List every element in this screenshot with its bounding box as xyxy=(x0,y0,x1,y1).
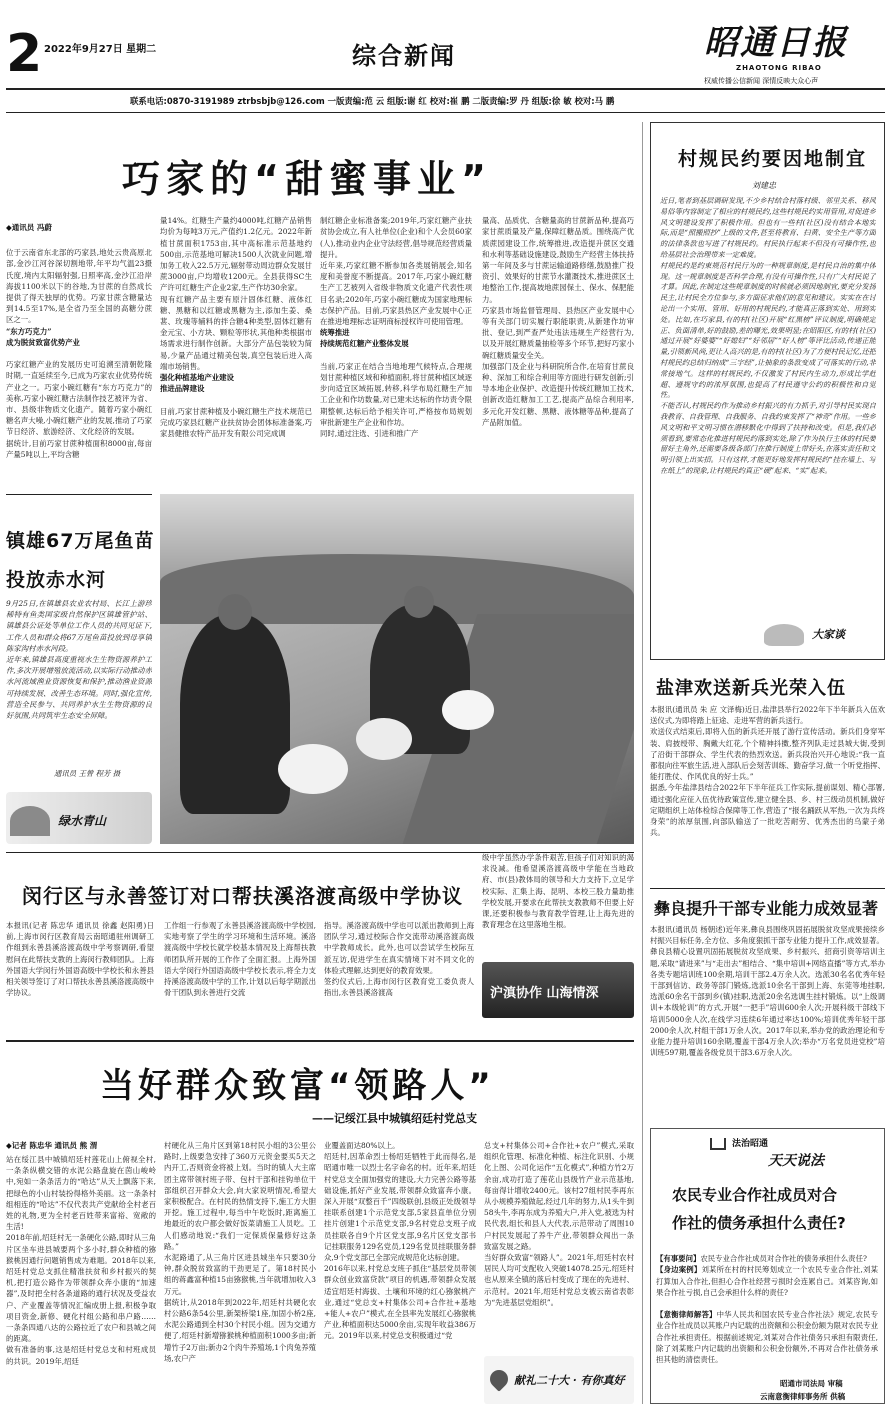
legal-credit-1: 昭通市司法局 审稿 xyxy=(780,1379,843,1388)
scales-icon xyxy=(710,1138,726,1150)
person-right-head-icon xyxy=(404,586,434,618)
sidebar-stamp-text: 绿水青山 xyxy=(58,814,107,828)
legal-answer: 中华人民共和国农民专业合作社法》规定,农民专业合作社成员以其账户内记载的出资额和公积金份额为限对农民专业合作社承担责任。根据前述规定,刘某对合作社债务只承担有限责任,除了刘某账户内记载的出资额和公积金份额外,不再对合作社债务承担其他的清偿责任。 xyxy=(656,1310,878,1365)
column-divider xyxy=(642,122,643,1404)
legal-question: 农民专业合作社成员对合作社的债务承担什么责任? xyxy=(700,1254,867,1264)
main-col2-text: 量14%。红糖生产量约4000吨,红糖产品销售均价为每吨3万元,产值约1.2亿元。2022年新植甘蔗面积1753亩,其中高标准示范基地约500亩,示范基地可解决1500人次就业问题,增加务工收入22.5万元,辐射带动周边群众发展甘蔗3000亩,户均增收1200元。全县获得SC生产许可红糖生产企业2家,生产作坊30余家。 现有红糖产品主要有原汁固体红糖、液体红糖、黑糖和以红糖或黑糖为主,添加生姜、桑葚、玫瑰等辅料的拌合糖4种类型,固体红糖有金元宝、小方块、颗粒等形状,其他种类根据市场需求进行制作创新。大部分产品包装较为简易,少量产品通过精美包装,真空包装后进入高端市场销售。 xyxy=(160,216,312,371)
legal-answer-block xyxy=(656,1309,878,1365)
opinion-body: 近日,笔者到基层调研发现,不少乡村结合村落村级、邻里关系、移风易俗等内容制定了相应的村规民约,这些村规民约实用管用,对促进乡风文明建设发挥了积极作用。但也有一些村(社区)没有结合本地实际,而是“照搬照抄”上级的文件,甚至将教育、扫黄、安全生产等方面的法律条款也写进了村规民约。村民执行起来不但没有可操作性,也给基层社会治理带来一定难度。 村规民约是约束规范村民行为的一种规章制度,是村民自治的集中体现。这一规章制度是否科学合理,有没有可操作性,只有广大村民说了才算。因此,在制定这些规章制度的时候就必须因地制宜,要充分发扬民主,让村民全方位参与,多方面征求他们的意见和建议。实实在在讨论出一个实用、管用、好用的村规民约,才能真正落到实处、用到实处。比如,在巧家县,有的村(社区)开展“红黑榜”评议制度,明确规定正、负面清单,好的鼓励,差的曝光,效果明显;在昭阳区,有的村(社区)通过开展“好婆婆”“好媳妇”“好邻居”“好人榜”等评比活动,传递正能量,引领新风尚,更让人高兴的是,有的村(社区)为了方便村民记忆,还把村规民约总结归纳成“三字经”,让抽象的条款变成了可落实的行动,非常接地气。这样的村规民约,不仅激发了村民内生动力,形成比学赶超、遵规守约的浓厚氛围,也提高了村民遵守公约的积极性和自觉性。 不能否认,村规民约作为推动乡村振兴的有力抓手,对引导村民实现自我教育、自我管理、自我服务、自我约束发挥了“神奇”作用。一些乡风文明和平文明习惯在潜移默化中得到了扶持和改变。但是,我们必须看到,要常态化推进村规民约落到实处,除了作为执行主体的村民要留好主角外,还需要各级各部门在推行制度上带好头,在落实责任和文明引领上出实招。只有这样,才能更好地发挥村规民约“挂在墙上、写在纸上”的现象,让村规民约真正“硬”起来、“实”起来。 xyxy=(660,196,876,475)
main-col3-text-b: 当前,巧家正在结合当地地理气候特点,合理规划甘蔗种植区域和种植面积,将甘蔗种植区域逐步向适宜区域拓展,转移,科学布局红糖生产加工企业和作坊数量,对已建未达标的作坊责令限期整顿,达标后给予相关许可,严格按布局规划审批新建生产企业和作坊。 同时,通过注选、引进和推广产 xyxy=(320,361,472,439)
opinion-title: 村规民约要因地制宜 xyxy=(678,148,868,170)
leader-story-byline: ◆记者 陈忠华 通讯员 熊 渭 xyxy=(6,1141,98,1150)
header-rule xyxy=(6,88,885,90)
sidebar-top-rule xyxy=(6,494,152,495)
main-story-col4 xyxy=(482,204,634,488)
basin-icon xyxy=(356,718,412,760)
leader-stamp-text: 献礼二十大 · 有你真好 xyxy=(514,1374,625,1387)
opinion-author: 刘建忠 xyxy=(752,181,776,190)
basin-icon xyxy=(278,744,348,794)
opinion-label: 大家谈 xyxy=(812,628,845,641)
green-hills-icon xyxy=(10,806,50,836)
main-story-col1 xyxy=(6,236,152,488)
main-story-title: 巧家的“甜蜜事业” xyxy=(122,157,492,201)
yanjin-story-title: 盐津欢送新兵光荣入伍 xyxy=(656,678,846,699)
contact-rule xyxy=(6,112,885,113)
sidebar-title-line2: 投放赤水河 xyxy=(6,569,107,591)
paper-logo: 昭通日报 xyxy=(704,23,848,63)
main-col3-subhead: 统筹推进 持续规范红糖产业整体发展 xyxy=(320,328,409,349)
teapot-icon xyxy=(764,624,804,646)
main-col4-text: 量高、品质优、含糖量高的甘蔗新品种,提高巧家甘蔗质量及产量,保障红糖品质。围绕高产优质蔗园建设工作,统筹推进,改造提升蔗区交通和水利等基础设施建设,鼓励生产经营主体扶持第一年间及多与甘蔗运输道路修缮,鼓励推广投资引、效果好的甘蔗节水灌溉技术,推进蔗区土地整治工作,提高坡地蔗园保土、保水、保肥能力。 巧家县市场监督管理局、县热区产业发展中心等有关部门切实履行职能职责,从新建作坊审批、登记,到严查严处违法违规生产经营行为,以及开展红糖质量抽检等多个环节,把好巧家小碗红糖质量安全关。 加强部门及企业与科研院所合作,在培育甘蔗良种、深加工和综合利用等方面进行研发创新;引导本地企业保护、改造提升传统红糖加工技术,创新改造红糖加工工艺,提高产品综合利用率,多元化开发红糖、黑糖、液体糖等品种,提高了产品附加值。 xyxy=(482,216,634,427)
leader-story-subtitle: ——记绥江县中城镇绍廷村党总支 xyxy=(312,1112,477,1125)
yiliang-story-title: 彝良提升干部专业能力成效显著 xyxy=(654,899,879,918)
legal-case-tag: 【身边案例】 xyxy=(656,1265,702,1275)
yiliang-story-body: 本报讯(通讯员 杨朝述)近年来,彝良县围绕巩固拓展脱贫攻坚成果接续乡村振兴目标任务,全方位、多角度狠抓干部专业能力提升工作,成效显著。 彝良县精心设置巩固拓展脱贫攻坚成果、乡村振兴、招商引资等培训主题,采取“请进来”与“走出去”相结合、“集中培训+网络直播”等方式,举办各类专题培训班100余期,培训干部2.4万余人次。选派30名名优秀年轻干部到信访、政务等部门锻炼,选派10余名干部到上海、东莞等地挂职,选派60余名干部到乡(镇)挂职,选派20余名选调生挂村锻炼。以“上级调训+本级轮训”的方式,开展“一把手”培训600余人次;开展科级干部线下培训5000余人次,在线学习连续6年通过率达100%;培训优秀年轻干部2000余人次,村组干部1万余人次。2017年以来,举办党的政治理论和专业能力提升培训160余期,覆盖干部4万余人次;举办“万名党员进党校”培训班597期,覆盖各级党员干部3.6万余人次。 xyxy=(650,925,885,1058)
heart-icon xyxy=(486,1366,511,1391)
leader-stamp xyxy=(484,1356,634,1404)
main-col1-subhead: “东方巧克力” 成为脱贫致富优势产业 xyxy=(6,326,80,347)
legal-case: 刘某所在村的村民筹划成立一个农民专业合作社,刘某打算加入合作社,但担心合作社经营亏损时会连累自己。刘某咨询,如果合作社亏损,自己会承担什么样的责任? xyxy=(656,1265,878,1297)
sidebar-photo-credit: 通讯员 王曾 程芳 摄 xyxy=(54,769,121,778)
page-number: 2 xyxy=(6,24,43,84)
main-story-byline: ◆通讯员 冯蔚 xyxy=(6,223,52,232)
person-left-head-icon xyxy=(218,594,252,630)
river-release-photo xyxy=(160,494,634,844)
yanjin-story-body: 本报讯(通讯员 朱 应 文泽梅)近日,盐津县举行2022年下半年新兵入伍欢送仪式,为即将踏上征途、走进军营的新兵送行。 欢送仪式结束后,即将入伍的新兵还开展了游行宣传活动。新兵们身穿军装、肩披绶带、胸戴大红花,个个精神抖擞,整齐列队走过县城大街,受到了沿街干部群众、学生代表的热烈欢送。新兵段治兴开心地说:“我一直都很向往军旅生活,进入部队后会刻苦训练、勤奋学习,做一个听党指挥、能打胜仗、作风优良的好士兵。” 据悉,今年盐津县结合2022年下半年征兵工作实际,提前谋划、精心部署,通过强化应征入伍优待政策宣传,建立健全县、乡、村三级动员机制,做好定期组织上站体检综合保障等工作,营造了“报名踊跃从军热,一次为兵终身荣”的浓厚氛围,向部队输送了一批吃苦耐劳、优秀杰出的乌蒙子弟兵。 xyxy=(650,705,885,838)
leader-col2: 村硬化从三角片区到第18村民小组的3公里公路时,上级要急安排了360万元资金要买5天之内开工,否则资金将被上划。当时的镇人大主席团主席带领村班子带、包村干部和挂钩单位干部组织召开群众大会,向大家说明情况,希望大家积极配合。在村民的热情支持下,施工方大胆开挖。施工过程中,每当中午吃饭时,距离施工地最近的农户都会做好饭菜请施工人员吃。工人们感动地说:“我们一定保质保量修好这条路。” 水泥路通了,从三角片区进县城坐车只要30分钟,群众脱贫致富的干劲更足了。第18村民小组的蒋鑫富种植15亩猕猴桃,当年就增加收入3万元。 据统计,从2018年到2022年,绍廷村共硬化农村公路6条54公里,新架桥梁1座,加固小桥2座,水泥公路通到全村30个村民小组。因为交通方便了,绍廷村新增猕猴桃种植面积1000多亩;新增竹子2万亩;新办2个肉牛养殖场,1个肉兔养殖场,农户产 xyxy=(164,1141,316,1363)
sidebar-title-line1: 镇雄67万尾鱼苗 xyxy=(6,530,155,552)
legal-credit-2: 云南意衡律师事务所 供稿 xyxy=(760,1392,846,1401)
sidebar-stamp xyxy=(6,792,152,844)
legal-question-tag: 【有事要问】 xyxy=(656,1254,701,1264)
legal-section: 法治昭通 xyxy=(732,1139,769,1149)
main-col3-text: 制红糖企业标准备案;2019年,巧家红糖产业扶贫协会成立,有人社单位(企业)和个人会员60家(人),推动业内企业守法经营,倡导规范经营质量提升。 近年来,巧家红糖不断参加各类展销展会,知名度和美誉度不断提高。2017年,巧家小碗红糖生产工艺被列入省级非物质文化遗产代表性项目名录;2020年,巧家小碗红糖成为国家地理标志保护产品。目前,巧家县热区产业发展中心正在推进地理标志证明商标授权许可使用管理。 xyxy=(320,216,472,327)
main-col1-text-b: 巧家红糖产业的发展历史可追溯至清朝乾隆时期,一直延续至今,已成为巧家农业优势传统产业之一。巧家小碗红糖有“东方巧克力”的美称,巧家小碗红糖古法制作技艺被评为省、市、县级非物质文化遗产。随着巧家小碗红糖名声大噪,小碗红糖产业的发展,推动了巧家节日经济、旅游经济、文化经济的发展。 据统计,目前巧家甘蔗种植面积8000亩,每亩产量5吨以上,平均含糖 xyxy=(6,360,152,459)
main-story-col2 xyxy=(160,204,312,488)
yiliang-top-rule xyxy=(650,888,885,889)
leader-col3: 业覆盖面达80%以上。 绍廷村,因革命烈士杨绍廷牺牲于此而得名,是昭通市唯一以烈士名字命名的村。近年来,绍廷村党总支全面加强党的建设,大力完善公路等基础设施,抓好产业发展,带领群众致富奔小康。深入开展“双整百千”四级联创,县级正处级领导挂联系创建1个示范党支部,5家县直单位分别挂片创建1个示范党支部,9名村党总支班子成员挂联各自9个片区党支部,9名片区党支部书记挂联服务129名党员,129名党员挂联服务群众,9个党支部已全部完成规范化达标创建。 2016年以来,村党总支班子抓住“基层党员带领群众创业致富贷款”项目的机遇,带领群众发展适宜绍廷村海拔、土壤和环境的红心猕猴桃产业,通过“党总支+村集体公司+合作社+基地+能人+农户”模式,在全县率先发展红心猕猴桃产业,种植面积达5000余亩,实现年收益386万元。2019年以来,村党总支积极通过“党 xyxy=(324,1141,476,1341)
legal-title-line2: 作社的债务承担什么责任? xyxy=(672,1214,846,1232)
main-col2-text-b: 目前,巧家甘蔗种植及小碗红糖生产技术规范已完成巧家县红糖产业扶贫协会团体标准备案,巧家县健推农特产品开发有限公司完成调 xyxy=(160,406,312,439)
minhang-col2: 工作组一行参观了永善县溪洛渡高级中学校园,实地考察了学生的学习环境和生活环境。溪洛渡高级中学校长就学校基本情况及上海帮扶教师团队所开展的工作作了全面汇报。上海外国语大学闵行外国语高级中学校长表示,将全力支持溪洛渡高级中学的工作,计划以后每学期派出骨干团队到永善进行交流 xyxy=(164,921,316,998)
minhang-col4: 级中学虽然办学条件艰苦,但孩子们对知识的渴求没减。他希望溪洛渡高级中学能在当地政府、市(县)教体局的领导和大力支持下,立足学校实际、汇集上海、昆明、本校三股力量助推学校发展,开要求在此帮扶支教教师不但要上好课,还要积极参与教育教学管理,让上海先进的教育理念在这里落地生根。 xyxy=(482,853,634,930)
minhang-stamp xyxy=(482,962,634,1018)
sidebar-story-body: 9月25日,在镇雄县农业农村局、长江上游珍稀特有鱼类国家级自然保护区镇雄管护站、镇雄县公证处等单位工作人员的共同见证下,工作人员和群众将67万尾鱼苗投放到母享镇陈家沟村赤水河段。 近年来,镇雄县高度重视水生生物资源养护工作,多次开展增殖放流活动,以实际行动推动赤水河流域渔业资源恢复和保护,推动渔业资源可持续发展、改善生态环境。同时,强化宣传,营造全民参与、共同养护水生生物资源的良好氛围,共同筑牢生态安全屏障。 xyxy=(6,599,152,721)
legal-body xyxy=(656,1242,878,1374)
leader-top-rule xyxy=(6,1040,634,1042)
minhang-stamp-text: 沪滇协作 山海情深 xyxy=(490,986,599,1001)
paper-pinyin: ZHAOTONG RIBAO xyxy=(736,64,822,72)
section-title: 综合新闻 xyxy=(352,42,456,70)
leader-col1: 站在绥江县中城镇绍廷村莲花山上俯视全村,一条条纵横交错的水泥公路盘旋在茵山峻岭中,宛如一条条活力的“哈达”从天上飘落下来,把绿色的小山村装扮得格外美丽。这一条条村组相连的“哈达”不仅代表共产党献给全村老百姓的礼物,更为全村老百姓带来富裕、宽敞的生活! 2018年前,绍廷村无一条硬化公路,即时从三角片区坐车进县城要两个多小时,群众种植的猕猴桃因通行问题销售成为难题。2018年以来,绍廷村党总支抓住精准扶贫和乡村振兴的契机,把打造公路作为带领群众奔小康的“加速器”,及时把全村各条道路的通行状况及受益农户、产业覆盖等情况汇编成册上报,积极争取项目资金,新修、硬化村组公路和串户路……一条条四通八达的公路拉近了农户和县城之间的距离。 做有准备的事,这是绍廷村党总支和村班成员的共识。2019年,绍廷 xyxy=(6,1155,156,1366)
minhang-col1: 本报讯(记者 陈忠华 通讯员 徐鑫 赵阳勇)日前,上海市闵行区教育局云南昭通驻州调研工作组到永善县溪洛渡高级中学考察调研,看望慰问在此帮扶支教的上海闵行教师团队。上海外国语大学闵行外国语高级中学校长和永善县相关领导签订了对口帮扶永善县溪洛渡高级中学协议。 xyxy=(6,921,154,998)
legal-label: 天天说法 xyxy=(768,1153,824,1169)
contact-line: 联系电话:0870-3191989 ztrbsbjb@126.com 一版责编:范 云 组版:谢 红 校对:崔 鹏 二版责编:罗 丹 组版:徐 敏 校对:马 鹏 xyxy=(130,96,615,106)
legal-lawyer-tag: 【意衡律师解答】 xyxy=(656,1310,717,1320)
main-col1-text: 位于云南省东北部的巧家县,地处云贵高原北部,金沙江河谷深切割地带,年平均气温23摄氏度,境内太阳辐射强,日照率高,金沙江沿岸海拔1100米以下的谷地,为甘蔗的自然成长提供了得天独厚的优势。巧家甘蔗含糖量达到14.5至17%,是全省乃至全国的高糖分蔗区之一。 xyxy=(6,248,152,325)
paper-slogan: 权威传播公信新闻 深情反映大众心声 xyxy=(704,77,819,85)
issue-date: 2022年9月27日 星期二 xyxy=(44,44,157,55)
minhang-col3: 指导。溪洛渡高级中学也可以派出教师到上海团队学习,通过校际合作交流带动溪洛渡高级中学教师成长。此外,也可以尝试学生校际互派互访,促进学生在真实情境下对不同文化的体验式理解,达到更好的教育效果。 签约仪式后,上海市闵行区教育党工委负责人指出,永善县溪洛渡高 xyxy=(324,921,474,998)
basin-icon xyxy=(442,690,494,730)
leader-col4: 总支+村集体公司+合作社+农户”模式,采取组织化管理、标准化种植、标注化识别、小规化上图、公司化运作“五化模式”,种植方竹2万余亩,成功打造了莲花山县级竹产业示范基地,每亩得计增收2400元。该村27组村民李再东从小规模养殖做起,经过几年的努力,从1头牛到58头牛,李再东成为养殖大户,并入党,被选为村民代表,组长和县人大代表,示范带动了周围10户村民发展起了养牛产业,带领群众闯出一条致富发展之路。 当好群众致富“领路人”。2021年,绍廷村农村居民人均可支配收入突破14078.25元,绍廷村也从原来全镇的落后村变成了现在的先进村、示范村。2021年,绍廷村党总支被云南省表彰为“先进基层党组织”。 xyxy=(484,1141,634,1307)
main-story-col3 xyxy=(320,204,472,488)
leader-story-title: 当好群众致富“领路人” xyxy=(100,1066,495,1106)
person-left-icon xyxy=(180,614,290,814)
minhang-story-title: 闵行区与永善签订对口帮扶溪洛渡高级中学协议 xyxy=(22,884,463,908)
main-col2-subhead: 强化种植基地产业建设 推进品牌建设 xyxy=(160,373,234,394)
legal-case-block xyxy=(656,1264,878,1298)
legal-title-line1: 农民专业合作社成员对合 xyxy=(672,1186,838,1204)
